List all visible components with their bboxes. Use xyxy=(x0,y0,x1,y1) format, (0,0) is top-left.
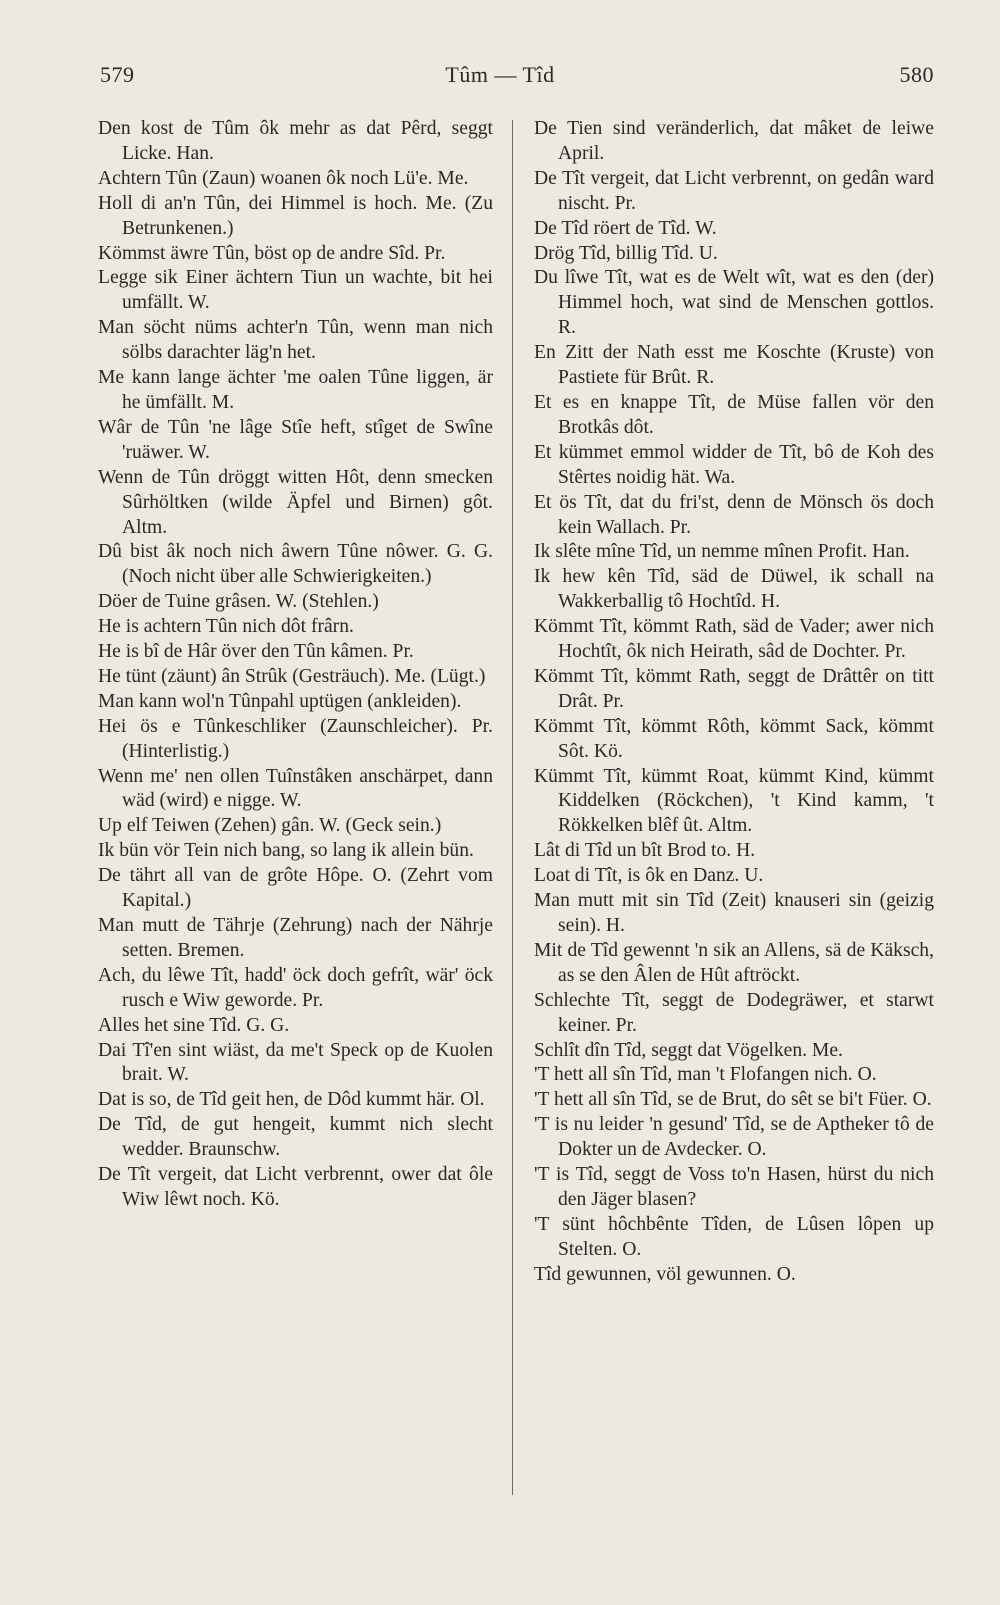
proverb-entry: De Tîd röert de Tîd. W. xyxy=(534,217,717,239)
proverb-entry: Kömmst äwre Tûn, böst op de andre Sîd. Pr. xyxy=(98,242,446,264)
proverb-entry: 'T sünt hôchbênte Tîden, de Lûsen lôpen up Stelten. O. xyxy=(534,1213,934,1260)
proverb-entry: Alles het sine Tîd. G. G. xyxy=(98,1014,290,1036)
proverb-entry: Drög Tîd, billig Tîd. U. xyxy=(534,242,718,264)
proverb-entry: Man mutt de Tährje (Zehrung) nach der Nährje setten. Bremen. xyxy=(98,915,493,961)
left-column xyxy=(98,117,493,1213)
proverb-entry: De Tîd, de gut hengeit, kummt nich slecht wedder. Braunschw. xyxy=(98,1114,493,1161)
proverb-entry: Ik bün vör Tein nich bang, so lang ik allein bün. xyxy=(98,840,474,862)
proverb-entry: Man kann wol'n Tûnpahl uptügen (ankleiden). xyxy=(98,690,462,712)
proverb-entry: Ik hew kên Tîd, säd de Düwel, ik schall na Wakkerballig tô Hochtîd. H. xyxy=(534,566,934,613)
proverb-entry: Kömmt Tît, kömmt Rath, seggt de Drâttêr on titt Drât. Pr. xyxy=(534,665,934,712)
proverb-entry: Wâr de Tûn 'ne lâge Stîe heft, stîget de Swîne 'ruäwer. W. xyxy=(98,416,493,463)
proverb-entry: En Zitt der Nath esst me Koschte (Kruste) von Pastiete für Brût. R. xyxy=(534,342,934,389)
proverb-entry: Schlît dîn Tîd, seggt dat Vögelken. Me. xyxy=(534,1039,843,1061)
proverb-entry: Kömmt Tît, kömmt Rôth, kömmt Sack, kömmt Sôt. Kö. xyxy=(534,715,934,762)
proverb-entry: Up elf Teiwen (Zehen) gân. W. (Geck sein.) xyxy=(98,815,442,837)
page-number-left: 579 xyxy=(100,62,135,87)
proverb-entry: Et ös Tît, dat du fri'st, denn de Mönsch ös doch kein Wallach. Pr. xyxy=(534,491,934,538)
proverb-entry: Ik slête mîne Tîd, un nemme mînen Profit. Han. xyxy=(534,541,910,563)
proverb-entry: 'T hett all sîn Tîd, se de Brut, do sêt se bi't Füer. O. xyxy=(534,1089,932,1111)
proverb-entry: De tährt all van de grôte Hôpe. O. (Zehrt vom Kapital.) xyxy=(98,865,493,912)
proverb-entry: Döer de Tuine grâsen. W. (Stehlen.) xyxy=(98,591,379,613)
proverb-entry: Et es en knappe Tît, de Müse fallen vör den Brotkâs dôt. xyxy=(534,391,934,438)
proverb-entry: He tünt (zäunt) ân Strûk (Gesträuch). Me. (Lügt.) xyxy=(98,665,486,687)
proverb-entry: Holl di an'n Tûn, dei Himmel is hoch. Me. (Zu Betrunkenen.) xyxy=(98,192,493,239)
proverb-entry: Schlechte Tît, seggt de Dodegräwer, et starwt keiner. Pr. xyxy=(534,989,934,1036)
proverb-entry: Me kann lange ächter 'me oalen Tûne liggen, är he ümfällt. M. xyxy=(98,367,493,413)
page-header xyxy=(0,58,1000,98)
proverb-entry: Lât di Tîd un bît Brod to. H. xyxy=(534,840,756,862)
proverb-entry: Man söcht nüms achter'n Tûn, wenn man nich sölbs darachter läg'n het. xyxy=(98,317,493,364)
proverb-entry: Wenn de Tûn dröggt witten Hôt, denn smecken Sûrhöltken (wilde Äpfel und Birnen) gôt. Altm. xyxy=(98,466,493,538)
proverb-entry: Et kümmet emmol widder de Tît, bô de Koh des Stêrtes noidig hät. Wa. xyxy=(534,441,934,488)
proverb-entry: Tîd gewunnen, völ gewunnen. O. xyxy=(534,1263,796,1285)
proverb-entry: Kömmt Tît, kömmt Rath, säd de Vader; awer nich Hochtît, ôk nich Heirath, sâd de Dochter. Pr. xyxy=(534,616,934,663)
column-divider xyxy=(512,120,513,1495)
proverb-entry: De Tît vergeit, dat Licht verbrennt, on gedân ward nischt. Pr. xyxy=(534,167,934,214)
proverb-entry: Hei ös e Tûnkeschliker (Zaunschleicher). Pr. (Hinterlistig.) xyxy=(98,715,493,762)
proverb-entry: 'T is Tîd, seggt de Voss to'n Hasen, hürst du nich den Jäger blasen? xyxy=(534,1164,934,1210)
proverb-entry: Den kost de Tûm ôk mehr as dat Pêrd, seggt Licke. Han. xyxy=(98,118,493,164)
proverb-entry: Dai Tî'en sint wiäst, da me't Speck op de Kuolen brait. W. xyxy=(98,1039,493,1086)
proverb-entry: Dû bist âk noch nich âwern Tûne nôwer. G. G. (Noch nicht über alle Schwierigkeiten.) xyxy=(98,541,493,588)
proverb-entry: De Tît vergeit, dat Licht verbrennt, ower dat ôle Wiw lêwt noch. Kö. xyxy=(98,1164,493,1210)
proverb-entry: Wenn me' nen ollen Tuînstâken anschärpet, dann wäd (wird) e nigge. W. xyxy=(98,765,493,812)
proverb-entry: 'T hett all sîn Tîd, man 't Flofangen nich. O. xyxy=(534,1064,877,1086)
proverb-entry: Achtern Tûn (Zaun) woanen ôk noch Lü'e. Me. xyxy=(98,167,469,189)
proverb-entry: Loat di Tît, is ôk en Danz. U. xyxy=(534,865,764,887)
right-column xyxy=(534,117,934,1288)
proverb-entry: Ach, du lêwe Tît, hadd' öck doch gefrît, wär' öck rusch e Wiw geworde. Pr. xyxy=(98,964,493,1011)
proverb-entry: Man mutt mit sin Tîd (Zeit) knauseri sin (geizig sein). H. xyxy=(534,890,934,936)
proverb-entry: He is bî de Hâr över den Tûn kâmen. Pr. xyxy=(98,641,414,663)
proverb-entry: Mit de Tîd gewennt 'n sik an Allens, sä de Käksch, as se den Âlen de Hût aftröckt. xyxy=(534,939,934,986)
running-head: Tûm — Tîd xyxy=(445,62,555,87)
proverb-entry: Du lîwe Tît, wat es de Welt wît, wat es den (der) Himmel hoch, wat sind de Menschen gottlos. R. xyxy=(534,267,934,339)
proverb-entry: Legge sik Einer ächtern Tiun un wachte, bit hei umfällt. W. xyxy=(98,267,493,314)
page-number-right: 580 xyxy=(899,62,934,87)
proverb-entry: Dat is so, de Tîd geit hen, de Dôd kummt här. Ol. xyxy=(98,1089,485,1111)
proverb-entry: De Tien sind veränderlich, dat mâket de leiwe April. xyxy=(534,118,934,164)
proverb-entry: 'T is nu leider 'n gesund' Tîd, se de Aptheker tô de Dokter un de Avdecker. O. xyxy=(534,1114,934,1161)
proverb-entry: He is achtern Tûn nich dôt frârn. xyxy=(98,616,354,638)
proverb-entry: Kümmt Tît, kümmt Roat, kümmt Kind, kümmt Kiddelken (Röckchen), 't Kind kamm, 't Rökkelken blêf ût. Altm. xyxy=(534,765,934,837)
